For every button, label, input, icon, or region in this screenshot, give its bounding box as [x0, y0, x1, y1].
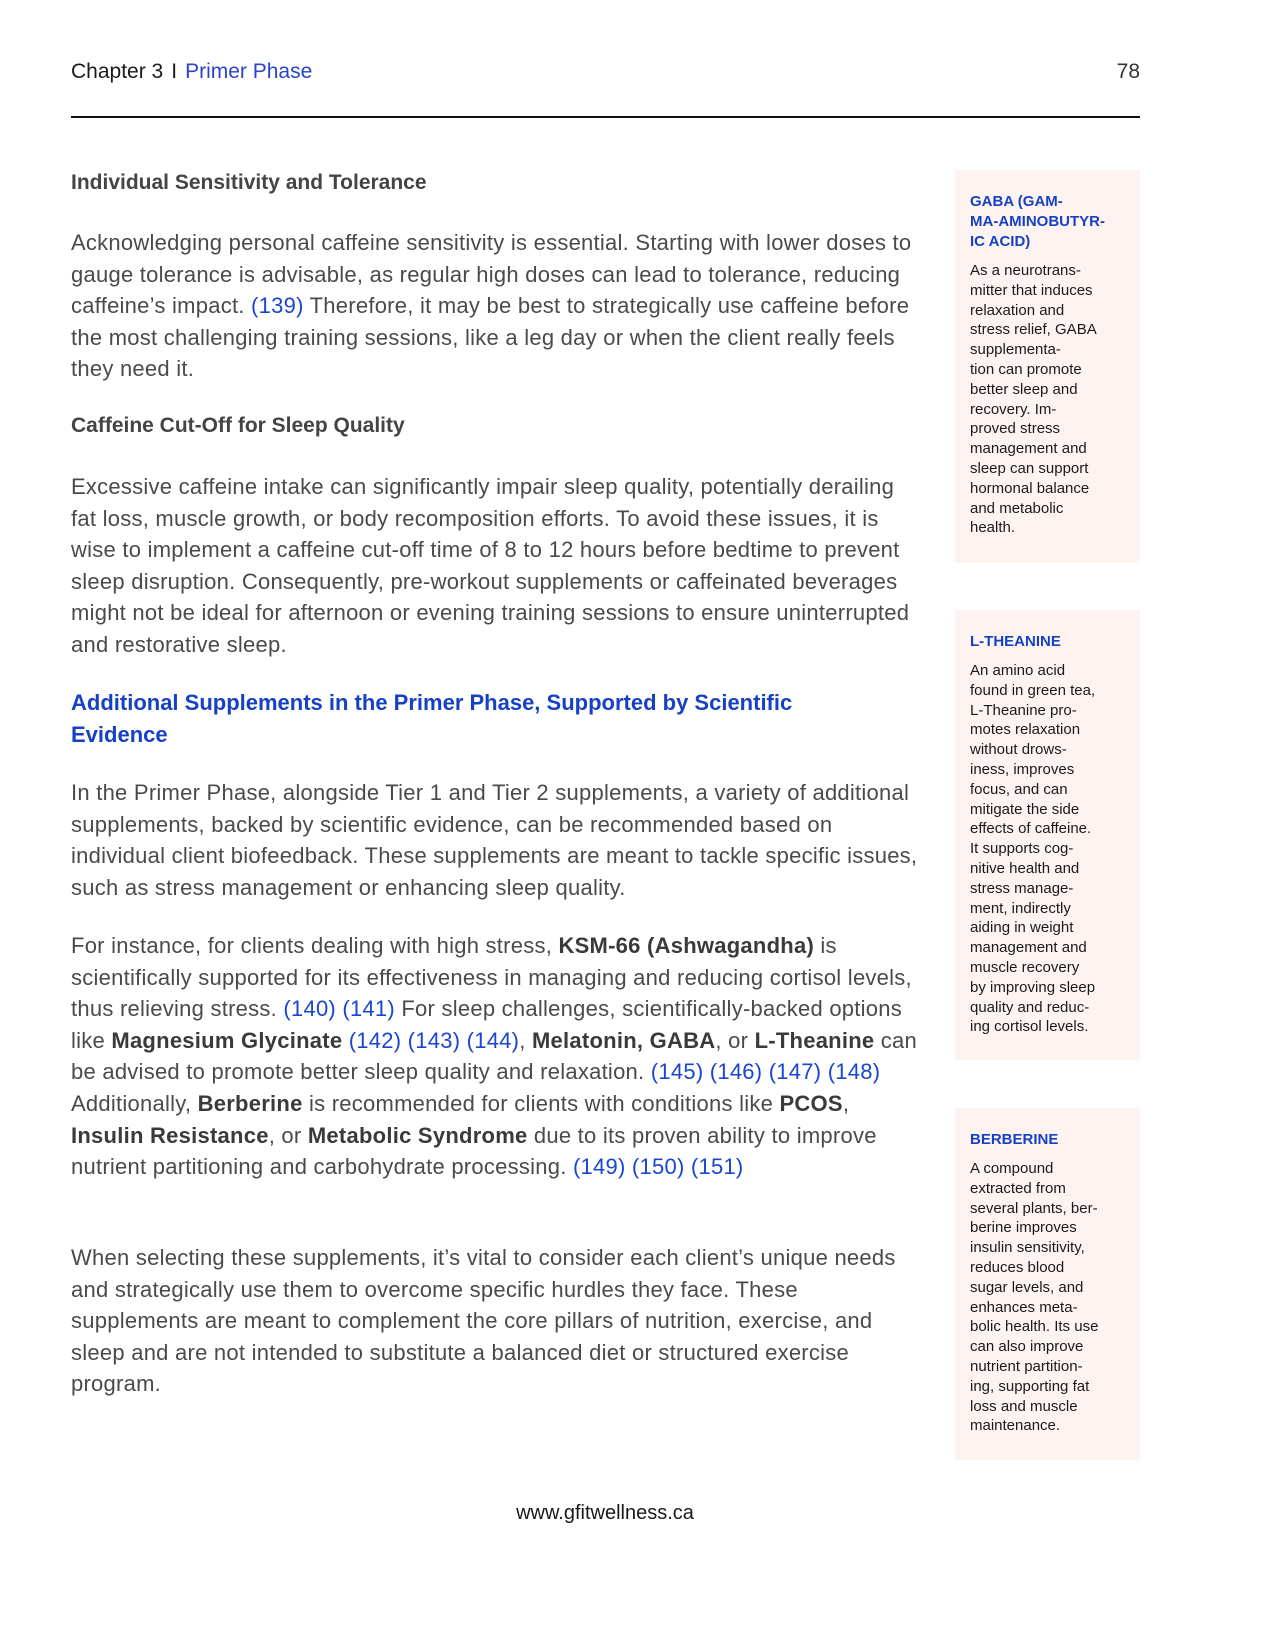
sidebar-text-line: L-Theanine pro-: [970, 701, 1077, 719]
section-label: Primer Phase: [185, 60, 313, 83]
text-run: When selecting these supplements, it’s vital to consider each client’s unique needs and strategically use them to overcome specific hurdles they face. These supplements are meant to complement the core pillars of nutrition, exercise, and sleep and are not intended to substitute a balanced diet or structured exercise program.: [71, 1245, 896, 1397]
footer-url: www.gfitwellness.ca: [516, 1502, 694, 1524]
bold-term: Metabolic Syndrome: [307, 1122, 528, 1148]
text-run: is scientifically supported for its effectiveness in managing and reducing cortisol levels, thus relieving stress.: [71, 933, 912, 1022]
sidebar-text-line: relaxation and: [970, 301, 1065, 319]
text-run: ,: [842, 1090, 850, 1116]
sidebar-text-line: A compound: [970, 1160, 1054, 1177]
paragraph-selection: [71, 1242, 923, 1400]
sidebar-text-line: As a neurotrans-: [970, 262, 1081, 279]
sidebar-text-line: loss and muscle: [970, 1397, 1078, 1415]
sidebar-text-line: berine improves: [970, 1219, 1077, 1237]
sidebar-text-line: mitter that induces: [970, 281, 1093, 299]
sidebar-text-line: bolic health. Its use: [970, 1318, 1099, 1336]
chapter-label: Chapter 3: [71, 60, 164, 83]
sidebar-text-line: can also improve: [970, 1338, 1084, 1356]
sidebar-title: [970, 192, 1130, 252]
sidebar-text-line: found in green tea,: [970, 681, 1096, 699]
sidebar-text-line: effects of caffeine.: [970, 820, 1092, 838]
heading-additional-supplements: Additional Supplements in the Primer Phase, Supported by Scientific Evidence: [71, 690, 793, 747]
heading-cutoff: Caffeine Cut-Off for Sleep Quality: [71, 414, 405, 437]
bold-term: L-Theanine: [754, 1027, 875, 1053]
sidebar-text-line: supplementa-: [970, 341, 1061, 359]
sidebar-text-line: ing, supporting fat: [970, 1377, 1090, 1395]
running-header: [71, 60, 312, 84]
heading-sensitivity: Individual Sensitivity and Tolerance: [71, 171, 427, 194]
sidebar-text-line: proved stress: [970, 420, 1061, 438]
sidebar-text-line: health.: [970, 519, 1016, 537]
sidebar-text-line: focus, and can: [970, 780, 1068, 798]
paragraph-sensitivity: [71, 227, 923, 385]
citation-link[interactable]: (139): [251, 293, 304, 319]
text-run: ,: [519, 1027, 532, 1053]
sidebar-text-line: nitive health and: [970, 859, 1080, 877]
bold-term: PCOS: [779, 1090, 843, 1116]
sidebar-box-gaba: [955, 170, 1140, 563]
citation-link[interactable]: (140) (141): [283, 996, 395, 1022]
sidebar-box-l-theanine: [955, 610, 1140, 1060]
sidebar-text-line: iness, improves: [970, 760, 1075, 778]
sidebar-text-line: management and: [970, 939, 1087, 957]
sidebar-title-line: L-THEANINE: [970, 633, 1061, 650]
text-run: due to its proven ability to improve nutrient partitioning and carbohydrate processing.: [71, 1122, 877, 1180]
sidebar-text-line: hormonal balance: [970, 479, 1090, 497]
sidebar-text-line: muscle recovery: [970, 958, 1080, 976]
sidebar-text-line: ment, indirectly: [970, 899, 1071, 917]
citation-link[interactable]: (145) (146) (147) (148): [650, 1059, 881, 1085]
bold-term: Berberine: [197, 1090, 303, 1116]
paragraph-examples: [71, 930, 923, 1183]
sidebar-text-line: mitigate the side: [970, 800, 1080, 818]
paragraph-cutoff: [71, 471, 923, 661]
sidebar-title: [970, 1130, 1130, 1150]
text-run: is recommended for clients with conditions like: [302, 1090, 780, 1116]
bold-term: Insulin Resistance: [71, 1122, 269, 1148]
sidebar-text-line: sleep can support: [970, 459, 1089, 477]
bold-term: KSM-66 (Ashwagandha): [558, 933, 815, 958]
text-run: , or: [715, 1027, 755, 1053]
sidebar-title-line: GABA (GAM-: [970, 193, 1063, 210]
sidebar-text-line: quality and reduc-: [970, 998, 1090, 1016]
text-run: Additionally,: [71, 1090, 198, 1116]
sidebar-text-line: sugar levels, and: [970, 1278, 1084, 1296]
sidebar-text-line: recovery. Im-: [970, 400, 1057, 418]
bold-term: Magnesium Glycinate: [111, 1027, 343, 1053]
header-separator: I: [171, 60, 178, 83]
sidebar-text-line: reduces blood: [970, 1258, 1065, 1276]
text-run: can be advised to promote better sleep quality and relaxation.: [71, 1027, 917, 1085]
sidebar-text-line: aiding in weight: [970, 919, 1074, 937]
text-run: , or: [268, 1122, 308, 1148]
text-run: Therefore, it may be best to strategically use caffeine before the most challenging training sessions, like a leg day or when the client really feels they need it.: [71, 293, 910, 382]
text-run: For instance, for clients dealing with high stress,: [71, 933, 559, 958]
text-run: For sleep challenges, scientifically-backed options like: [71, 996, 903, 1053]
sidebar-box-berberine: [955, 1108, 1140, 1460]
sidebar-text-line: ing cortisol levels.: [970, 1018, 1089, 1036]
sidebar-title-line: BERBERINE: [970, 1131, 1059, 1148]
sidebar-text-line: maintenance.: [970, 1417, 1061, 1435]
sidebar-text-line: It supports cog-: [970, 840, 1074, 858]
sidebar-text-line: An amino acid: [970, 662, 1066, 679]
paragraph-primer: [71, 777, 923, 903]
sidebar-text-line: without drows-: [970, 741, 1067, 759]
sidebar-text-line: tion can promote: [970, 360, 1082, 378]
sidebar-title: [970, 632, 1130, 652]
sidebar-text-line: management and: [970, 440, 1087, 458]
page-number: 78: [1116, 60, 1140, 83]
text-run: In the Primer Phase, alongside Tier 1 and Tier 2 supplements, a variety of additional supplements, backed by scientific evidence, can be recommended based on individual client biofeedback. These supplements are meant to tackle specific issues, such as stress management or enhancing sleep quality.: [71, 780, 918, 900]
sidebar-text-line: by improving sleep: [970, 978, 1096, 996]
sidebar-title-line: MA-AMINOBUTYR-: [970, 213, 1105, 230]
sidebar-title-line: IC ACID): [970, 233, 1031, 250]
sidebar-text-line: better sleep and: [970, 380, 1078, 398]
sidebar-text-line: nutrient partition-: [970, 1357, 1083, 1375]
sidebar-text-line: and metabolic: [970, 499, 1064, 517]
sidebar-text-line: stress relief, GABA: [970, 321, 1097, 339]
sidebar-text-line: enhances meta-: [970, 1298, 1078, 1316]
header-divider: [71, 116, 1140, 118]
sidebar-text-line: motes relaxation: [970, 721, 1081, 739]
sidebar-text-line: stress manage-: [970, 879, 1074, 897]
text-run: Acknowledging personal caffeine sensitivity is essential. Starting with lower doses to gauge tolerance is advisable, as regular high doses can lead to tolerance, reducing caffeine’s impact.: [71, 230, 912, 319]
sidebar-text-line: several plants, ber-: [970, 1199, 1098, 1217]
sidebar-text-line: extracted from: [970, 1179, 1066, 1197]
bold-term: Melatonin, GABA: [531, 1027, 716, 1053]
sidebar-text-line: insulin sensitivity,: [970, 1239, 1085, 1257]
citation-link[interactable]: (149) (150) (151): [572, 1154, 744, 1180]
text-run: Excessive caffeine intake can significantly impair sleep quality, potentially derailing fat loss, muscle growth, or body recomposition efforts. To avoid these issues, it is wise to implement a caffeine cut-off time of 8 to 12 hours before bedtime to prevent sleep disruption. Consequently, pre-workout supplements or caffeinated beverages might not be ideal for afternoon or evening training sessions to ensure uninterrupted and restorative sleep.: [71, 474, 910, 657]
citation-link[interactable]: (142) (143) (144): [348, 1027, 520, 1053]
